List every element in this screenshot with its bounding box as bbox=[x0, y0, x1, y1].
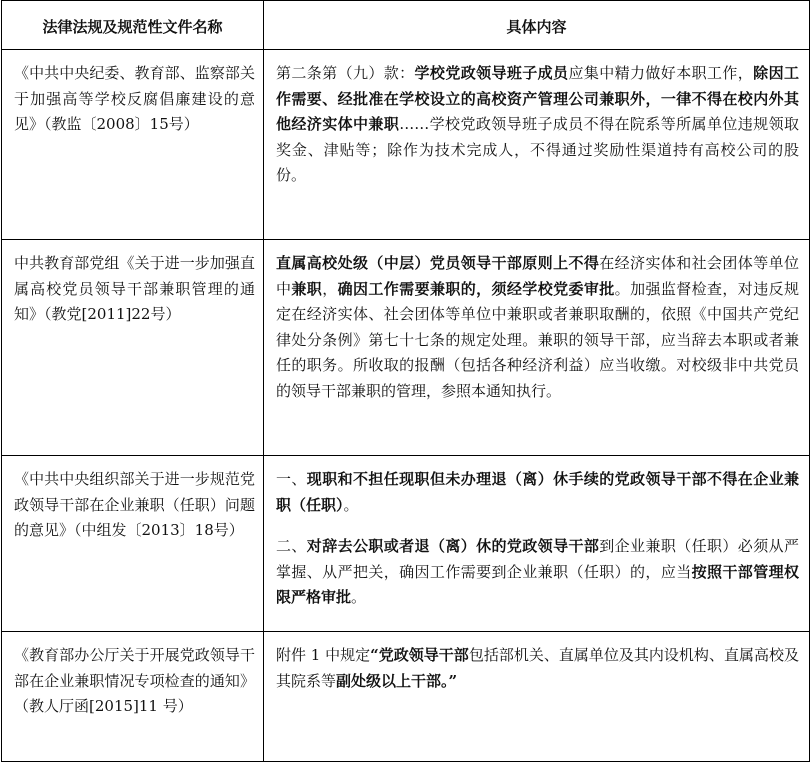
content-cell bbox=[264, 240, 810, 456]
text-run: 第二条第（九）款： bbox=[276, 64, 415, 82]
bold-text: 学校党政领导班子成员 bbox=[414, 64, 569, 82]
text-run: 在经济实体和社会团体等单位中 bbox=[276, 254, 799, 298]
content-paragraph bbox=[276, 467, 799, 518]
content-paragraph bbox=[276, 251, 799, 404]
law-name-cell: 《中共中央纪委、教育部、监察部关于加强高等学校反腐倡廉建设的意见》（教监〔2008〕15号） bbox=[2, 50, 264, 240]
bold-text: 对辞去公职或者退（离）休的党政领导干部 bbox=[306, 537, 600, 555]
table-row bbox=[2, 240, 810, 456]
text-run: ， bbox=[322, 279, 338, 298]
law-name-cell: 《中共中央组织部关于进一步规范党政领导干部在企业兼职（任职）问题的意见》（中组发〔2013〕18号） bbox=[2, 456, 264, 632]
content-paragraph bbox=[276, 534, 799, 611]
content-paragraph bbox=[276, 643, 799, 694]
law-name-cell: 《教育部办公厅关于开展党政领导干部在企业兼职情况专项检查的通知》（教人厅函[2015]11 号） bbox=[2, 632, 264, 762]
content-cell bbox=[264, 456, 810, 632]
bold-text: 除因工作需要、经批准在学校设立的高校资产管理公司兼职外，一律不得在校内外其他经济实体中兼职 bbox=[276, 64, 799, 133]
text-run: 一、 bbox=[276, 470, 307, 488]
bold-text: 确因工作需要兼职的，须经学校党委审批 bbox=[337, 279, 615, 298]
text-run: 到企业兼职（任职）必须从严掌握、从严把关，确因工作需要到企业兼职（任职）的，应当 bbox=[276, 537, 799, 581]
bold-text: 兼职 bbox=[291, 279, 323, 298]
bold-text: “党政领导干部 bbox=[370, 646, 469, 664]
text-run: 二、 bbox=[276, 537, 307, 555]
text-run: 附件 1 中规定 bbox=[276, 646, 371, 664]
law-name-cell: 中共教育部党组《关于进一步加强直属高校党员领导干部兼职管理的通知》（教党[2011]22号） bbox=[2, 240, 264, 456]
bold-text: 按照干部管理权限严格审批 bbox=[276, 562, 799, 606]
content-paragraph bbox=[276, 61, 799, 189]
text-run: 包括部机关、直属单位及其内设机构、直属高校及其院系等 bbox=[276, 646, 799, 690]
text-run: 。加强监督检查，对违反规定在经济实体、社会团体等单位中兼职或者兼职取酬的，依照《中国共产党纪律处分条例》第七十七条的规定处理。兼职的领导干部，应当辞去本职或者兼任的职务。所收取的报酬（包括各种经济利益）应当收缴。对校级非中共党员的领导干部兼职的管理，参照本通知执行。 bbox=[276, 279, 799, 400]
header-law-name: 法律法规及规范性文件名称 bbox=[2, 1, 264, 50]
header-content: 具体内容 bbox=[264, 1, 810, 50]
table-row bbox=[2, 632, 810, 762]
table-row bbox=[2, 456, 810, 632]
bold-text: 副处级以上干部。” bbox=[336, 671, 458, 690]
table-header-row bbox=[2, 1, 810, 50]
text-run: 。 bbox=[343, 495, 359, 514]
text-run: ……学校党政领导班子成员不得在院系等所属单位违规领取奖金、津贴等；除作为技术完成人，不得通过奖励性渠道持有高校公司的股份。 bbox=[276, 115, 799, 184]
regulations-table bbox=[1, 0, 810, 762]
content-cell bbox=[264, 632, 810, 762]
bold-text: 直属高校处级（中层）党员领导干部原则上不得 bbox=[276, 254, 600, 272]
text-run: 应集中精力做好本职工作， bbox=[568, 64, 754, 82]
content-cell bbox=[264, 50, 810, 240]
table-row bbox=[2, 50, 810, 240]
bold-text: 现职和不担任现职但未办理退（离）休手续的党政领导干部不得在企业兼职（任职） bbox=[276, 470, 799, 514]
text-run: 。 bbox=[351, 588, 367, 606]
